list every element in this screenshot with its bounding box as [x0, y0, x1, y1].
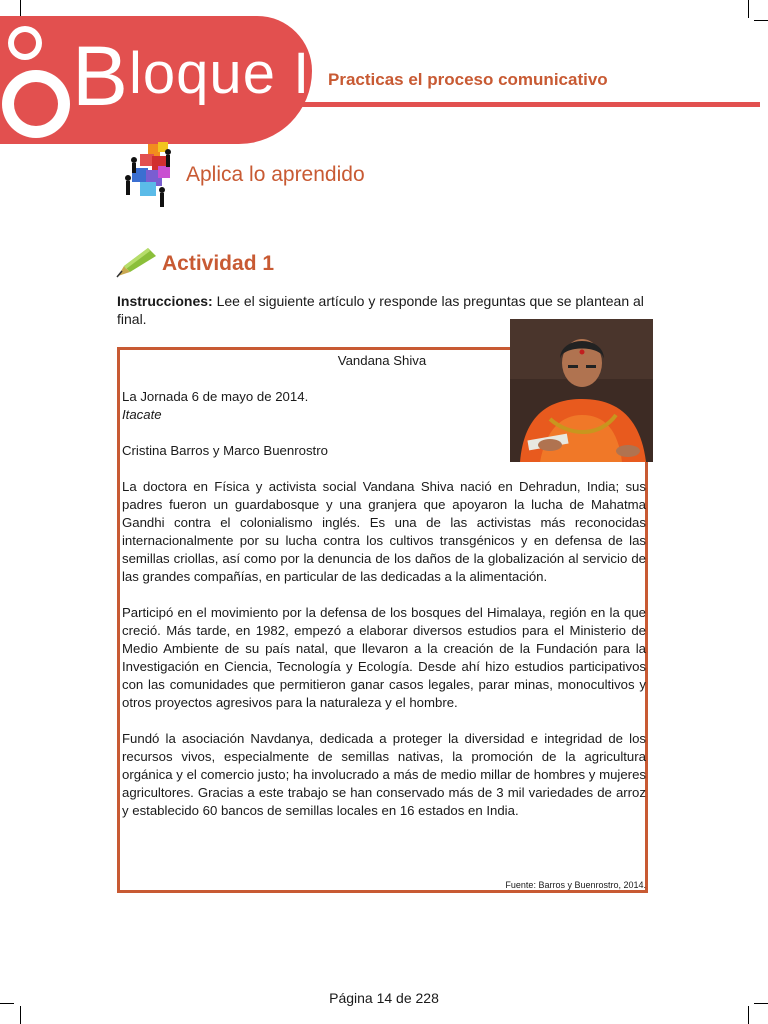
bloque-initial: B	[72, 29, 130, 123]
section-title: Aplica lo aprendido	[186, 163, 365, 186]
article-body	[122, 352, 646, 820]
crop-mark	[748, 1006, 749, 1024]
instructions-label: Instrucciones:	[117, 293, 213, 309]
bloque-subtitle: Practicas el proceso comunicativo	[328, 70, 608, 89]
crop-mark	[754, 20, 768, 21]
activity-title: Actividad 1	[162, 252, 275, 275]
bloque-number: I	[293, 41, 311, 106]
instructions-text: Lee el siguiente artículo y responde las preguntas que se plantean al final.	[117, 293, 644, 327]
article-paragraph: Fundó la asociación Navdanya, dedicada a proteger la diversidad e integridad de los recursos vivos, especialmente de semillas nativas, la promoción de la agricultura orgánica y el comercio justo; ha involucrado a más de medio millar de hombres y mujeres agricultores. Gracias a este trabajo se han conservado más de 3 mil variedades de arroz y establecido 60 bancos de semillas locales en 16 estados en India.	[122, 731, 646, 818]
article-source: Fuente: Barros y Buenrostro, 2014.	[505, 880, 646, 890]
bloque-heading	[72, 29, 311, 123]
article-title: Vandana Shiva	[337, 353, 427, 368]
header-rule	[300, 102, 760, 107]
article-section: Itacate	[122, 407, 162, 422]
article-paragraph: La doctora en Física y activista social Vandana Shiva nació en Dehradun, India; sus padres fueron un guardabosque y una granjera que apoyaron la lucha de Mahatma Gandhi contra el colonialismo inglés. Es una de las activistas más reconocidas internacionalmente por su lucha contra los cultivos transgénicos y en defensa de las semillas criollas, así como por la denuncia de los daños de la globalización al servicio de las grandes compañías, en particular de las dedicadas a la alimentación.	[122, 479, 646, 584]
pen-icon	[114, 244, 160, 280]
article-date: La Jornada 6 de mayo de 2014.	[122, 389, 309, 404]
article-authors: Cristina Barros y Marco Buenrostro	[122, 443, 328, 458]
crop-mark	[20, 1006, 21, 1024]
decor-circle	[14, 82, 58, 126]
page-number: Página 14 de 228	[329, 990, 439, 1006]
people-building-blocks-icon	[118, 138, 184, 210]
article-paragraph: Participó en el movimiento por la defensa de los bosques del Himalaya, región en la que creció. Más tarde, en 1982, empezó a elaborar diversos estudios para el Ministerio de Medio Ambiente de su país natal, que llevaron a la creación de la Fundación para la Investigación en Ciencia, Tecnología y Ecología. Desde ahí hizo estudios participativos con las comunidades que permitieron ganar casos legales, parar minas, monocultivos y otros proyectos agresivos para la naturaleza y el hombre.	[122, 605, 646, 710]
crop-mark	[748, 0, 749, 18]
bloque-rest: loque	[129, 41, 276, 106]
decor-circle	[14, 32, 36, 54]
